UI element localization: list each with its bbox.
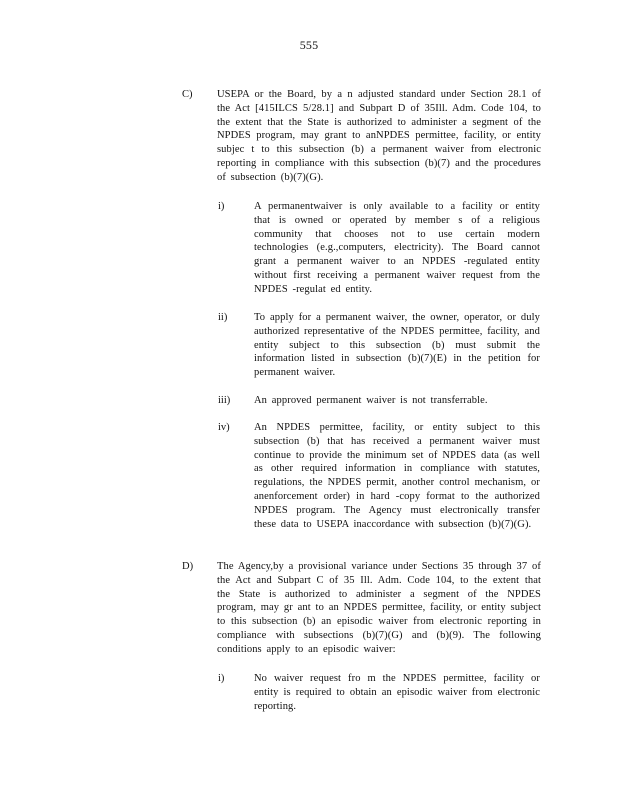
- item-text-c-iii: An approved permanent waiver is not transferrable.: [254, 395, 488, 406]
- section-text-c: USEPA or the Board, by a n adjusted standard under Section 28.1 of the Act [415ILCS 5/28.1] and Subpart D of 35Ill. Adm. Code 104, to the extent that the State is authorized to administer a segment of the NPDES program, may grant to anNPDES permittee, facility, or entity subjec t to this subsection (b) a permanent waiver from electronic reporting in compliance with this subsection (b)(7) and the procedures of subsection (b)(7)(G).: [217, 89, 541, 183]
- item-text-c-iv: An NPDES permittee, facility, or entity subject to this subsection (b) that has received a permanent waiver must continue to provide the minimum set of NPDES data (as well as other required information in compliance with statutes, regulations, the NPDES permit, another control mechanism, or anenforcement order) in hard -copy format to the authorized NPDES program. The Agency must electronically transfer these data to USEPA inaccordance with subsection (b)(7)(G).: [254, 422, 540, 530]
- item-label-c-iv: iv): [218, 422, 230, 433]
- item-text-d-i: No waiver request fro m the NPDES permittee, facility or entity is required to obtain an episodic waiver from electronic reporting.: [254, 673, 540, 712]
- item-label-c-ii: ii): [218, 312, 228, 323]
- section-label-c: C): [182, 89, 193, 100]
- item-text-c-i: A permanentwaiver is only available to a facility or entity that is owned or operated by member s of a religious community that chooses not to use certain modern technologies (e.g.,computers, electricity). The Board cannot grant a permanent waiver to an NPDES -regulated entity without first receiving a permanent waiver request from the NPDES -regulat ed entity.: [254, 201, 540, 295]
- section-label-d: D): [182, 561, 194, 572]
- page-number: 555: [299, 38, 319, 52]
- item-label-d-i: i): [218, 673, 225, 684]
- section-text-d: The Agency,by a provisional variance under Sections 35 through 37 of the Act and Subpart C of 35 Ill. Adm. Code 104, to the extent that the State is authorized to administer a segment of the NPDES program, may gr ant to an NPDES permittee, facility, or entity subject to this subsection (b) an episodic waiver from electronic reporting in compliance with subsections (b)(7)(G) and (b)(9). The following conditions apply to an episodic waiver:: [217, 561, 541, 655]
- item-label-c-iii: iii): [218, 395, 231, 406]
- item-label-c-i: i): [218, 201, 225, 212]
- item-text-c-ii: To apply for a permanent waiver, the owner, operator, or duly authorized representative of the NPDES permittee, facility, and entity subject to this subsection (b) must submit the information listed in subsection (b)(7)(E) in the petition for permanent waiver.: [254, 312, 540, 379]
